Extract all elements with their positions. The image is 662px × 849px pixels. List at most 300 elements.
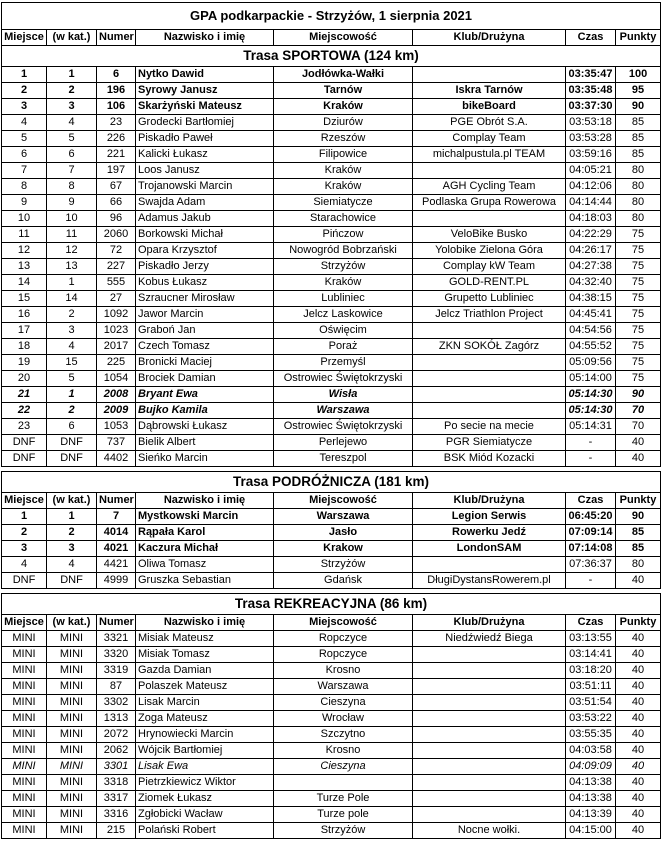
category-place-cell: 11 [47,227,97,243]
club-cell [413,323,566,339]
city-cell: Krakow [274,541,413,557]
city-cell: Ropczyce [274,647,413,663]
club-cell [413,211,566,227]
category-place-cell: MINI [47,711,97,727]
category-place-cell: 8 [47,179,97,195]
number-cell: 27 [97,291,136,307]
table-row [2,67,661,83]
city-cell: Ostrowiec Świętokrzyski [274,419,413,435]
place-cell: 15 [2,291,47,307]
club-cell: Legion Serwis [413,509,566,525]
column-header: Klub/Drużyna [413,615,566,631]
place-cell: 21 [2,387,47,403]
table-row [2,195,661,211]
points-cell: 40 [616,631,661,647]
number-cell: 3302 [97,695,136,711]
time-cell: 03:13:55 [566,631,616,647]
time-cell: 04:18:03 [566,211,616,227]
time-cell: 06:45:20 [566,509,616,525]
city-cell: Ostrowiec Świętokrzyski [274,371,413,387]
city-cell: Perlejewo [274,435,413,451]
place-cell: 8 [2,179,47,195]
name-cell: Jawor Marcin [136,307,274,323]
place-cell: 18 [2,339,47,355]
table-row [2,759,661,775]
club-cell: VeloBike Busko [413,227,566,243]
place-cell: 10 [2,211,47,227]
category-place-cell: 4 [47,115,97,131]
points-cell: 75 [616,275,661,291]
time-cell: 05:14:31 [566,419,616,435]
table-row [2,211,661,227]
name-cell: Bielik Albert [136,435,274,451]
category-place-cell: 1 [47,275,97,291]
category-place-cell: 10 [47,211,97,227]
number-cell: 4999 [97,573,136,589]
number-cell: 227 [97,259,136,275]
time-cell: 03:35:48 [566,83,616,99]
table-row [2,163,661,179]
city-cell: Krosno [274,663,413,679]
time-cell: 03:18:20 [566,663,616,679]
city-cell: Cieszyna [274,695,413,711]
city-cell: Poraż [274,339,413,355]
category-place-cell: 15 [47,355,97,371]
name-cell: Zgłobicki Wacław [136,807,274,823]
time-cell: 07:09:14 [566,525,616,541]
place-cell: 13 [2,259,47,275]
points-cell: 40 [616,791,661,807]
table-row [2,259,661,275]
name-cell: Kalicki Łukasz [136,147,274,163]
city-cell: Krosno [274,743,413,759]
place-cell: DNF [2,573,47,589]
category-place-cell: 3 [47,323,97,339]
city-cell: Cieszyna [274,759,413,775]
number-cell: 1313 [97,711,136,727]
number-cell: 2017 [97,339,136,355]
name-cell: Kobus Łukasz [136,275,274,291]
name-cell: Pietrzkiewicz Wiktor [136,775,274,791]
city-cell: Siemiatycze [274,195,413,211]
table-row [2,573,661,589]
name-cell: Bryant Ewa [136,387,274,403]
city-cell: Gdańsk [274,573,413,589]
city-cell: Wrocław [274,711,413,727]
name-cell: Opara Krzysztof [136,243,274,259]
place-cell: 1 [2,67,47,83]
points-cell: 90 [616,99,661,115]
category-place-cell: 14 [47,291,97,307]
number-cell: 225 [97,355,136,371]
points-cell: 40 [616,711,661,727]
time-cell: 04:13:38 [566,775,616,791]
city-cell: Filipowice [274,147,413,163]
section-title: Trasa REKREACYJNA (86 km) [2,594,661,615]
column-header: Czas [566,615,616,631]
number-cell: 4421 [97,557,136,573]
table-row [2,419,661,435]
section-title: Trasa PODRÓŻNICZA (181 km) [2,472,661,493]
table-row [2,275,661,291]
time-cell: 03:53:28 [566,131,616,147]
number-cell: 3320 [97,647,136,663]
place-cell: MINI [2,727,47,743]
place-cell: 5 [2,131,47,147]
category-place-cell: MINI [47,695,97,711]
time-cell: 05:14:00 [566,371,616,387]
place-cell: MINI [2,647,47,663]
time-cell: 03:53:18 [566,115,616,131]
table-row [2,807,661,823]
time-cell: 07:36:37 [566,557,616,573]
name-cell: Hrynowiecki Marcin [136,727,274,743]
table-row [2,727,661,743]
time-cell: 03:59:16 [566,147,616,163]
name-cell: Adamus Jakub [136,211,274,227]
club-cell [413,67,566,83]
name-cell: Zoga Mateusz [136,711,274,727]
place-cell: MINI [2,823,47,839]
club-cell: ZKN SOKÓŁ Zagórz [413,339,566,355]
category-place-cell: 4 [47,557,97,573]
time-cell: 04:12:06 [566,179,616,195]
table-row [2,711,661,727]
number-cell: 2062 [97,743,136,759]
table-row [2,525,661,541]
city-cell: Nowogród Bobrzański [274,243,413,259]
place-cell: 23 [2,419,47,435]
points-cell: 80 [616,179,661,195]
table-row [2,291,661,307]
table-row [2,115,661,131]
table-row [2,775,661,791]
column-header: Czas [566,493,616,509]
name-cell: Grodecki Bartłomiej [136,115,274,131]
number-cell: 737 [97,435,136,451]
number-cell: 1054 [97,371,136,387]
points-cell: 75 [616,355,661,371]
club-cell: Grupetto Lubliniec [413,291,566,307]
name-cell: Szraucner Mirosław [136,291,274,307]
place-cell: 7 [2,163,47,179]
number-cell: 2060 [97,227,136,243]
time-cell: 04:05:21 [566,163,616,179]
points-cell: 40 [616,823,661,839]
points-cell: 75 [616,371,661,387]
category-place-cell: 1 [47,509,97,525]
place-cell: DNF [2,451,47,467]
table-row [2,557,661,573]
table-row [2,307,661,323]
city-cell: Pińczow [274,227,413,243]
time-cell: 04:14:44 [566,195,616,211]
table-row [2,147,661,163]
club-cell: bikeBoard [413,99,566,115]
table-row [2,371,661,387]
category-place-cell: MINI [47,679,97,695]
number-cell: 555 [97,275,136,291]
points-cell: 85 [616,525,661,541]
time-cell: 04:32:40 [566,275,616,291]
points-cell: 40 [616,451,661,467]
points-cell: 90 [616,509,661,525]
name-cell: Piskadło Paweł [136,131,274,147]
number-cell: 4402 [97,451,136,467]
club-cell [413,727,566,743]
club-cell: GOLD-RENT.PL [413,275,566,291]
number-cell: 23 [97,115,136,131]
city-cell: Tarnów [274,83,413,99]
points-cell: 75 [616,227,661,243]
table-row [2,509,661,525]
club-cell: Iskra Tarnów [413,83,566,99]
place-cell: 9 [2,195,47,211]
city-cell: Kraków [274,99,413,115]
points-cell: 95 [616,83,661,99]
column-header: Nazwisko i imię [136,30,274,46]
category-place-cell: DNF [47,573,97,589]
category-place-cell: 3 [47,99,97,115]
number-cell: 3318 [97,775,136,791]
time-cell: - [566,573,616,589]
name-cell: Kaczura Michał [136,541,274,557]
points-cell: 85 [616,115,661,131]
number-cell: 1092 [97,307,136,323]
time-cell: 04:22:29 [566,227,616,243]
table-row [2,387,661,403]
time-cell: 03:53:22 [566,711,616,727]
time-cell: 03:51:54 [566,695,616,711]
name-cell: Gazda Damian [136,663,274,679]
category-place-cell: 3 [47,541,97,557]
club-cell [413,807,566,823]
place-cell: 3 [2,541,47,557]
city-cell: Warszawa [274,403,413,419]
name-cell: Brociek Damian [136,371,274,387]
table-row [2,243,661,259]
category-place-cell: 7 [47,163,97,179]
category-place-cell: MINI [47,775,97,791]
category-place-cell: MINI [47,759,97,775]
column-header: Numer [97,493,136,509]
time-cell: 03:55:35 [566,727,616,743]
city-cell: Kraków [274,275,413,291]
number-cell: 1053 [97,419,136,435]
points-cell: 40 [616,663,661,679]
category-place-cell: 9 [47,195,97,211]
table-row [2,403,661,419]
place-cell: 19 [2,355,47,371]
number-cell: 2008 [97,387,136,403]
time-cell: 04:03:58 [566,743,616,759]
name-cell: Graboń Jan [136,323,274,339]
column-header: Miejscowość [274,30,413,46]
points-cell: 40 [616,695,661,711]
city-cell: Rzeszów [274,131,413,147]
city-cell: Jasło [274,525,413,541]
table-row [2,227,661,243]
time-cell: 04:13:38 [566,791,616,807]
number-cell: 72 [97,243,136,259]
header-row [2,493,661,509]
number-cell: 3317 [97,791,136,807]
column-header: (w kat.) [47,30,97,46]
column-header: (w kat.) [47,615,97,631]
club-cell [413,711,566,727]
number-cell: 7 [97,509,136,525]
column-header: Miejsce [2,615,47,631]
place-cell: MINI [2,759,47,775]
points-cell: 80 [616,195,661,211]
column-header: Miejsce [2,30,47,46]
number-cell: 67 [97,179,136,195]
table-row [2,99,661,115]
city-cell: Dziurów [274,115,413,131]
section-title-row [2,46,661,67]
club-cell: Po secie na mecie [413,419,566,435]
club-cell: Rowerku Jedź [413,525,566,541]
points-cell: 40 [616,647,661,663]
column-header: (w kat.) [47,493,97,509]
points-cell: 40 [616,435,661,451]
table-row [2,355,661,371]
category-place-cell: 2 [47,525,97,541]
place-cell: 2 [2,525,47,541]
column-header: Nazwisko i imię [136,615,274,631]
club-cell [413,679,566,695]
name-cell: Borkowski Michał [136,227,274,243]
points-cell: 75 [616,307,661,323]
club-cell: PGR Siemiatycze [413,435,566,451]
table-row [2,131,661,147]
place-cell: 11 [2,227,47,243]
club-cell [413,695,566,711]
city-cell: Strzyżów [274,259,413,275]
club-cell [413,163,566,179]
name-cell: Misiak Mateusz [136,631,274,647]
time-cell: - [566,451,616,467]
column-header: Numer [97,30,136,46]
place-cell: 20 [2,371,47,387]
name-cell: Swajda Adam [136,195,274,211]
club-cell [413,647,566,663]
club-cell [413,663,566,679]
place-cell: 14 [2,275,47,291]
header-row [2,615,661,631]
category-place-cell: 2 [47,403,97,419]
section-title-row [2,472,661,493]
category-place-cell: 5 [47,371,97,387]
column-header: Punkty [616,615,661,631]
category-place-cell: MINI [47,647,97,663]
points-cell: 100 [616,67,661,83]
name-cell: Trojanowski Marcin [136,179,274,195]
table-row [2,83,661,99]
name-cell: Dąbrowski Łukasz [136,419,274,435]
name-cell: Syrowy Janusz [136,83,274,99]
time-cell: 03:35:47 [566,67,616,83]
time-cell: 03:14:41 [566,647,616,663]
points-cell: 40 [616,743,661,759]
table-row [2,647,661,663]
club-cell: LondonSAM [413,541,566,557]
city-cell [274,775,413,791]
place-cell: 3 [2,99,47,115]
time-cell: 03:51:11 [566,679,616,695]
time-cell: 04:54:56 [566,323,616,339]
number-cell: 3319 [97,663,136,679]
club-cell: michalpustula.pl TEAM [413,147,566,163]
place-cell: MINI [2,711,47,727]
category-place-cell: MINI [47,663,97,679]
place-cell: MINI [2,743,47,759]
time-cell: 05:14:30 [566,387,616,403]
city-cell: Lubliniec [274,291,413,307]
number-cell: 1023 [97,323,136,339]
name-cell: Bujko Kamila [136,403,274,419]
city-cell: Tereszpol [274,451,413,467]
category-place-cell: MINI [47,727,97,743]
points-cell: 40 [616,727,661,743]
name-cell: Rąpała Karol [136,525,274,541]
place-cell: 22 [2,403,47,419]
club-cell [413,791,566,807]
club-cell [413,759,566,775]
club-cell: Jelcz Triathlon Project [413,307,566,323]
club-cell [413,387,566,403]
points-cell: 80 [616,211,661,227]
number-cell: 4014 [97,525,136,541]
club-cell: Podlaska Grupa Rowerowa [413,195,566,211]
time-cell: 04:55:52 [566,339,616,355]
place-cell: 16 [2,307,47,323]
header-row [2,30,661,46]
club-cell: Complay kW Team [413,259,566,275]
city-cell: Turze Pole [274,791,413,807]
city-cell: Kraków [274,179,413,195]
points-cell: 75 [616,259,661,275]
city-cell: Kraków [274,163,413,179]
column-header: Klub/Drużyna [413,493,566,509]
club-cell [413,403,566,419]
table-row [2,663,661,679]
name-cell: Polaszek Mateusz [136,679,274,695]
column-header: Punkty [616,30,661,46]
name-cell: Mystkowski Marcin [136,509,274,525]
time-cell: - [566,435,616,451]
city-cell: Warszawa [274,509,413,525]
points-cell: 85 [616,147,661,163]
place-cell: 1 [2,509,47,525]
category-place-cell: 13 [47,259,97,275]
club-cell: BSK Miód Kozacki [413,451,566,467]
time-cell: 03:37:30 [566,99,616,115]
points-cell: 75 [616,339,661,355]
table-row [2,743,661,759]
category-place-cell: MINI [47,743,97,759]
name-cell: Ziomek Łukasz [136,791,274,807]
place-cell: 4 [2,115,47,131]
name-cell: Piskadło Jerzy [136,259,274,275]
number-cell: 221 [97,147,136,163]
club-cell [413,743,566,759]
table-row [2,679,661,695]
city-cell: Turze pole [274,807,413,823]
table-row [2,339,661,355]
number-cell: 96 [97,211,136,227]
place-cell: 17 [2,323,47,339]
